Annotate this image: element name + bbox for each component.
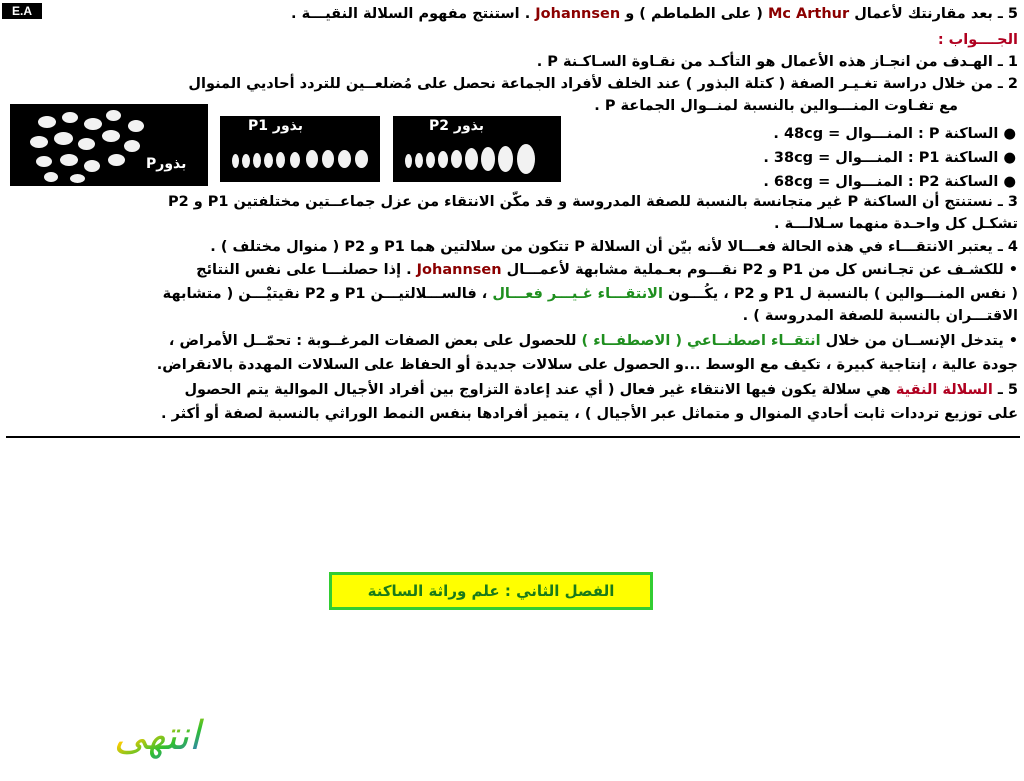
end-signature [14,705,201,765]
question-text-before: ـ بعد مقارنتك لأعمال [849,6,1003,22]
author-badge: E.A [2,3,42,19]
seeds-p-label: بذورP [146,156,187,172]
artificial-selection: انتقــاء اصطنــاعي ( الاصطفــاء ) [581,333,821,349]
point-3-line-1: 3 ـ نستنتج أن الساكنة P غير متجانسة بالنسبة للصفة المدروسة و قد مكّن الانتقاء من عزل جماعــتين مختلفتين P1 و P2 [167,194,1018,210]
seeds-p2-image [393,116,561,182]
mode-item-p1 [763,146,1016,170]
human-intervention-b: للحصول على بعض الصفات المرغــوبة : تحمّــل الأمراض ، [168,333,582,349]
point-4-line-3-a: ( نفس المنـــوالين ) بالنسبة ل P1 و P2 ، يكُـــون [662,286,1018,302]
human-intervention-a: • يتدخل الإنســان من خلال [820,333,1018,349]
seeds-p1-image [220,116,380,182]
document-body [8,0,1018,440]
author-johannsen: Johannsen [535,6,621,22]
point-4-line-3 [8,284,1018,304]
point-5-line-2: على توزيع ترددات ثابت أحادي المنوال و متماثل عبر الأجيال ) ، يتميز أفرادها بنفس النمط الوراثي بالنسبة لصفة أو أكثر . [161,406,1018,422]
bullet-dot: ● [998,126,1016,142]
signature-graphic [14,705,201,765]
question-text-mid: ( على الطماطم ) و [620,6,763,22]
point-2-line-2: مع تفـاوت المنـــوالين بالنسبة لمنــوال الجماعة P . [594,98,958,114]
point-4-line-2 [8,260,1018,280]
author-mcarthur: Mc Arthur [767,6,850,22]
mode-item-p2 [763,170,1016,194]
point-4-line-2-b: . إذا حصلنـــا على نفس النتائج [196,262,417,278]
point-5-line-1-b: هي سلالة يكون فيها الانتقاء غير فعال ( أي عند إعادة التزاوج بين أفراد الأجيال الموالية يتم الحصول [184,382,896,398]
answer-heading: الجــــواب : [937,32,1018,48]
human-intervention-line-1 [8,331,1018,351]
mode-p1: الساكنة P1 : المنـــوال = 38cg . [763,150,999,166]
mode-p: الساكنة P : المنـــوال = 48cg . [773,126,999,142]
point-1: 1 ـ الهـدف من انجـاز هذه الأعمال هو التأكـد من نقـاوة السـاكـنة P . [536,54,1018,70]
point-5-line-1 [8,380,1018,400]
question-text-after: . استنتج مفهوم السلالة النقيـــة . [291,6,531,22]
point-4-line-3-b: ، فالســـلالتيـــن P1 و P2 نقيتيْـــن ( متشابهة [162,286,493,302]
pure-line-term: السلالة النقية [895,382,993,398]
point-4-johannsen: Johannsen [416,262,502,278]
question-number: 5 [1007,6,1018,22]
human-intervention-line-2: جودة عالية ، إنتاجية كبيرة ، تكيف مع الوسط ...و الحصول على سلالات جديدة أو الحفاظ على السلالات المهددة بالانقراض. [156,357,1018,373]
mode-p2: الساكنة P2 : المنـــوال = 68cg . [763,174,999,190]
bullet-dot: ● [998,174,1016,190]
seeds-p1-label: P1 بذور [248,118,303,134]
point-4-line-1: 4 ـ يعتبر الانتقـــاء في هذه الحالة فعـــالا لأنه بيّن أن السلالة P تتكون من سلالتين هما P1 و P2 ( منوال مختلف ) . [210,239,1018,255]
chapter-title: الفصل الثاني : علم وراثة الساكنة [329,572,653,610]
mode-item-p [763,122,1016,146]
point-4-line-4: الاقتـــران بالنسبة للصفة المدروسة ) . [742,308,1018,324]
modes-list [763,122,1016,194]
point-5-number: 5 ـ [992,382,1018,398]
seeds-p2-label: P2 بذور [429,118,484,134]
point-2-line-1: 2 ـ من خلال دراسة تغـيـر الصفة ( كتلة البذور ) عند الخلف لأفراد الجماعة نحصل على مُضلعــين للتردد أحاديي المنوال [188,76,1018,92]
bullet-dot: ● [998,150,1016,166]
point-4-line-2-a: • للكشـف عن تجـانس كل من P1 و P2 نقـــوم بعـملية مشابهة لأعمـــال [501,262,1018,278]
question-line [8,4,1018,24]
seeds-p-image [10,104,208,186]
signature-text: انتهى [114,713,201,759]
ineffective-selection: الانتقـــاء غـيـــر فعـــال [492,286,663,302]
point-3-line-2: تشكـل كل واحـدة منهما سـلالـــة . [774,216,1018,232]
section-divider [6,436,1020,438]
